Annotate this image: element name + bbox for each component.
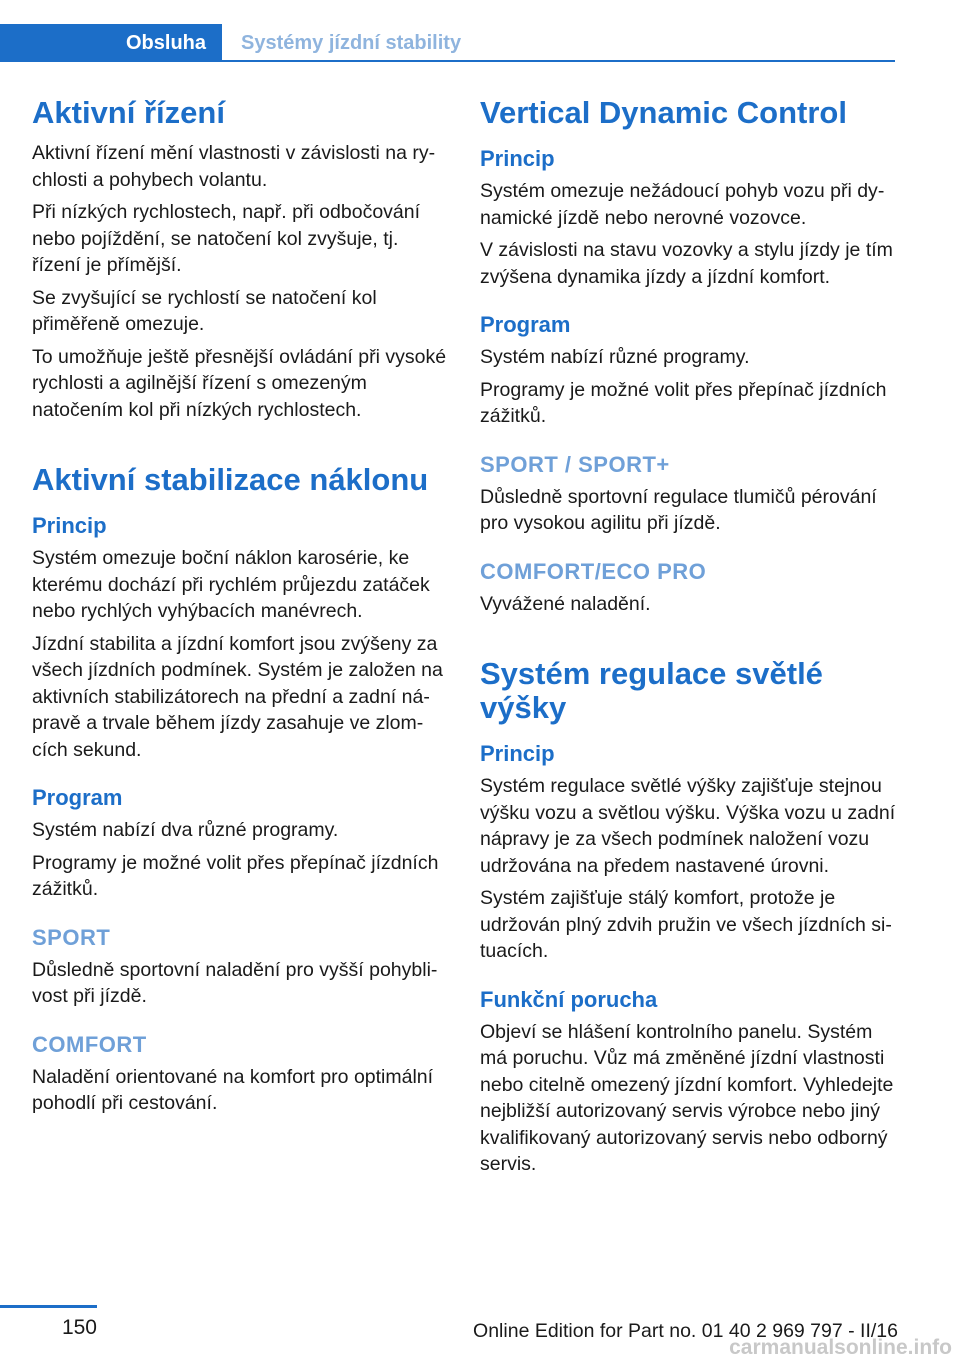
section-title-active-roll-stabilization: Aktivní stabilizace náklonu bbox=[32, 462, 429, 497]
page-number: 150 bbox=[61, 1316, 97, 1339]
paragraph: Se zvyšující se rychlostí se natočení kol přiměřeně omezuje. bbox=[32, 286, 377, 335]
paragraph: Aktivní řízení mění vlastnosti v závislosti na rychlosti a pohybech volantu. bbox=[32, 142, 436, 191]
paragraph: To umožňuje ještě přesnější ovládání při vysoké rychlosti a agilnější řízení s omezeným natočením kol při nízkých rychlostech. bbox=[32, 345, 447, 421]
header-divider bbox=[222, 60, 895, 62]
paragraph: Systém regulace světlé výšky zajišťuje stejnou výšku vozu a světlou výšku. Výška vozu u zadní nápravy je za všech podmínek naložení vozu udržována na předem nastavené úrovni. bbox=[480, 775, 896, 877]
paragraph: Systém nabízí dva různé programy. bbox=[32, 819, 339, 841]
subheading-principle: Princip bbox=[480, 146, 555, 171]
subheading-principle: Princip bbox=[32, 513, 107, 538]
subheading-comfort-eco-pro: COMFORT/ECO PRO bbox=[480, 558, 707, 584]
paragraph: Vyvážené naladění. bbox=[480, 592, 651, 615]
paragraph: Objeví se hlášení kontrolního panelu. Systém má poruchu. Vůz má změněné jízdní vlastnosti nebo citelně omezený jízdní komfort. Vyhledejte nejbližší autorizovaný servis výrobce nebo jiný kvalifikovaný autorizovaný servis nebo odborný servis. bbox=[480, 1020, 894, 1175]
footer-divider bbox=[0, 1305, 97, 1308]
subheading-program: Program bbox=[480, 312, 571, 337]
paragraph: Důsledně sportovní regulace tlumičů pérování pro vysokou agilitu při jízdě. bbox=[480, 485, 877, 534]
subheading-program: Program bbox=[32, 785, 123, 810]
subheading-principle: Princip bbox=[480, 741, 555, 766]
paragraph: Důsledně sportovní naladění pro vyšší pohyblivost při jízdě. bbox=[32, 958, 438, 1007]
section-tab: Obsluha bbox=[0, 24, 222, 62]
paragraph: V závislosti na stavu vozovky a stylu jízdy je tím zvýšena dynamika jízdy a jízdní komfort. bbox=[480, 239, 893, 288]
subheading-comfort: COMFORT bbox=[32, 1031, 147, 1057]
paragraph: Systém omezuje boční náklon karosérie, ke kterému dochází při rychlém průjezdu zatáček nebo rychlých vyhýbacích manévrech. bbox=[32, 547, 430, 622]
paragraph: Systém zajišťuje stálý komfort, protože je udržován plný zdvih pružin ve všech jízdních situacích. bbox=[480, 887, 892, 962]
paragraph: Systém omezuje nežádoucí pohyb vozu při dynamické jízdě nebo nerovné vozovce. bbox=[480, 180, 885, 229]
paragraph: Při nízkých rychlostech, např. při odbočování nebo pojíždění, se natočení kol zvyšuje, tj. řízení je přímější. bbox=[32, 201, 421, 276]
chapter-title: Systémy jízdní stability bbox=[241, 32, 462, 54]
paragraph: Programy je možné volit přes přepínač jízdních zážitků. bbox=[480, 378, 887, 427]
paragraph: Systém nabízí různé programy. bbox=[480, 346, 750, 368]
section-title-ride-height-control: Systém regulace světlé výšky bbox=[480, 656, 823, 725]
paragraph: Jízdní stabilita a jízdní komfort jsou zvýšeny za všech jízdních podmínek. Systém je založen na aktivních stabilizátorech na přední a zadní nápravě a trvale během jízdy zasahuje ve zlomcích sekund. bbox=[32, 632, 443, 761]
subheading-sport: SPORT / SPORT+ bbox=[480, 451, 670, 477]
left-column bbox=[32, 96, 450, 1123]
section-title-vertical-dynamic-control: Vertical Dynamic Control bbox=[480, 95, 847, 130]
section-title-active-steering: Aktivní řízení bbox=[32, 95, 225, 130]
subheading-sport: SPORT bbox=[32, 924, 111, 950]
paragraph: Programy je možné volit přes přepínač jízdních zážitků. bbox=[32, 851, 439, 900]
subheading-malfunction: Funkční porucha bbox=[480, 986, 658, 1012]
page-header bbox=[0, 24, 895, 62]
watermark: carmanualsonline.info bbox=[729, 1336, 952, 1359]
paragraph: Naladění orientované na komfort pro optimální pohodlí při cestování. bbox=[32, 1065, 434, 1114]
edition-note: Online Edition for Part no. 01 40 2 969 797 - II/16 bbox=[473, 1320, 898, 1342]
right-column bbox=[480, 96, 898, 1184]
